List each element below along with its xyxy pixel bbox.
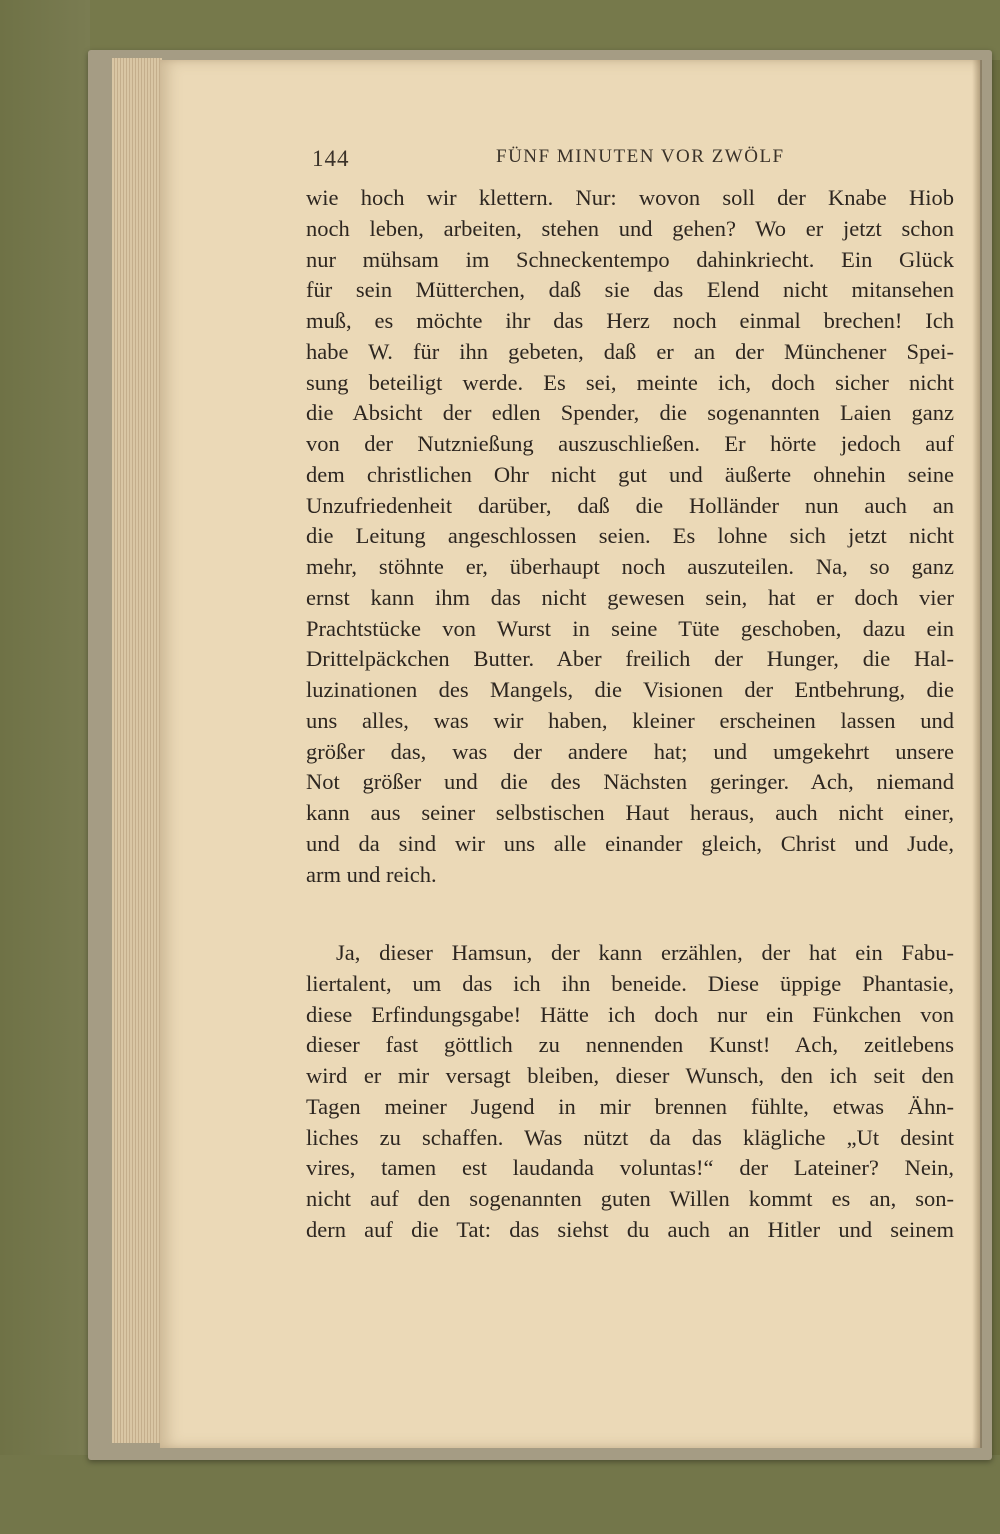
text-line: wird er mir versagt bleiben, dieser Wunsch, den ich seit den — [306, 1063, 954, 1088]
text-line: muß, es möchte ihr das Herz noch einmal brechen! Ich — [306, 308, 954, 333]
text-line: mehr, stöhnte er, überhaupt noch auszuteilen. Na, so ganz — [306, 554, 954, 579]
text-line: vires, tamen est laudanda voluntas!“ der Lateiner? Nein, — [306, 1155, 954, 1181]
text-line: von der Nutznießung auszuschließen. Er hörte jedoch auf — [306, 431, 954, 456]
text-line: liertalent, um das ich ihn beneide. Diese üppige Phantasie, — [306, 970, 954, 996]
text-line: wie hoch wir klettern. Nur: wovon soll der Knabe Hiob — [306, 185, 954, 210]
text-line: dieser fast göttlich zu nennenden Kunst! Ach, zeitlebens — [306, 1032, 954, 1058]
paragraph-1 — [306, 183, 954, 890]
text-line: dem christlichen Ohr nicht gut und äußerte ohnehin seine — [306, 461, 954, 487]
text-line: ernst kann ihm das nicht gewesen sein, hat er doch vier — [306, 584, 954, 610]
text-line: kann aus seiner selbstischen Haut heraus, auch nicht einer, — [306, 800, 954, 825]
text-line: die Absicht der edlen Spender, die sogenannten Laien ganz — [306, 400, 954, 426]
text-line: Drittelpäckchen Butter. Aber freilich der Hunger, die Hal- — [306, 646, 954, 672]
text-line: arm und reich. — [306, 861, 437, 887]
text-line: noch leben, arbeiten, stehen und gehen? Wo er jetzt schon — [306, 215, 954, 241]
text-line: nicht auf den sogenannten guten Willen kommt es an, son- — [306, 1186, 954, 1211]
text-line: uns alles, was wir haben, kleiner erscheinen lassen und — [306, 707, 954, 733]
text-line: diese Erfindungsgabe! Hätte ich doch nur ein Fünkchen von — [306, 1001, 954, 1027]
text-line: luzinationen des Mangels, die Visionen der Entbehrung, die — [306, 677, 954, 702]
running-title: FÜNF MINUTEN VOR ZWÖLF — [496, 146, 785, 167]
gutter-shadow — [972, 60, 982, 1448]
page-edges — [112, 58, 162, 1443]
text-line: größer das, was der andere hat; und umgekehrt unsere — [306, 738, 954, 764]
text-line: Not größer und die des Nächsten geringer. Ach, niemand — [306, 769, 954, 795]
text-line: liches zu schaffen. Was nützt da das klägliche „Ut desint — [306, 1124, 954, 1150]
text-line: Ja, dieser Hamsun, der kann erzählen, der hat ein Fabu- — [336, 940, 954, 965]
text-line: sung beteiligt werde. Es sei, meinte ich, doch sicher nicht — [306, 369, 954, 395]
text-line: dern auf die Tat: das siehst du auch an Hitler und seinem — [306, 1216, 954, 1242]
text-line: und da sind wir uns alle einander gleich, Christ und Jude, — [306, 830, 954, 856]
text-line: Prachtstücke von Wurst in seine Tüte geschoben, dazu ein — [306, 615, 954, 641]
running-header — [300, 140, 970, 180]
scan-background-left — [0, 0, 90, 1534]
text-line: nur mühsam im Schneckentempo dahinkriecht. Ein Glück — [306, 246, 954, 272]
scan-background-bottom — [0, 1455, 1000, 1534]
text-line: für sein Mütterchen, daß sie das Elend nicht mitansehen — [306, 277, 954, 303]
page-number: 144 — [312, 146, 350, 171]
paragraph-2 — [306, 938, 954, 1246]
text-line: Unzufriedenheit darüber, daß die Holländer nun auch an — [306, 492, 954, 518]
text-line: Tagen meiner Jugend in mir brennen fühlte, etwas Ähn- — [306, 1093, 954, 1119]
text-line: die Leitung angeschlossen seien. Es lohne sich jetzt nicht — [306, 523, 954, 549]
text-line: habe W. für ihn gebeten, daß er an der Münchener Spei- — [306, 338, 954, 364]
